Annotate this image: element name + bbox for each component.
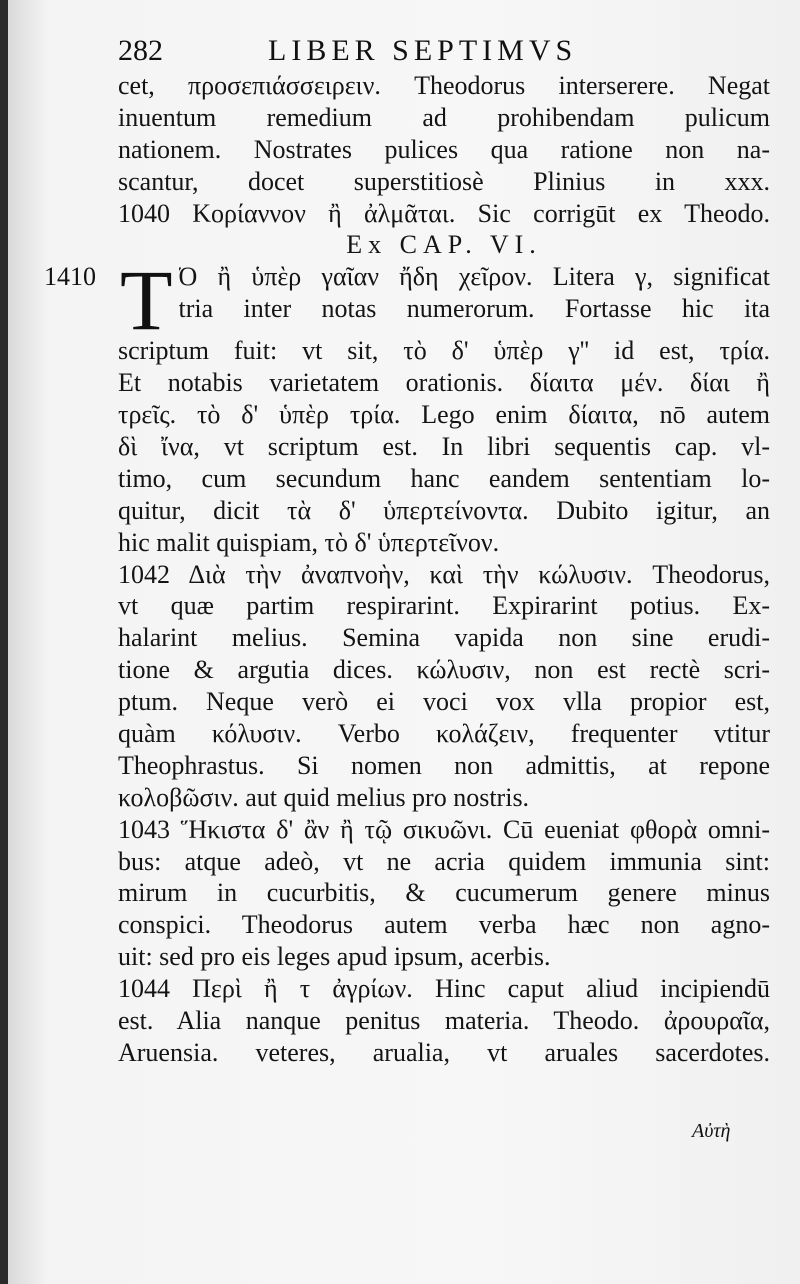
margin-note: 1410 — [44, 262, 96, 291]
text-line: δὶ ἴνα, vt scriptum est. In libri sequentis cap. vl- — [118, 432, 770, 462]
text-line: vt quæ partim respirarint. Expirarint potius. Ex- — [118, 591, 770, 621]
text-line: conspici. Theodorus autem verba hæc non agno- — [118, 910, 770, 940]
catchword: Αὐτὴ — [692, 1120, 731, 1142]
page-header — [118, 30, 758, 70]
text-line: uit: sed pro eis leges apud ipsum, acerbis. — [118, 942, 551, 972]
text-line: 1044 Περὶ ἢ τ ἀγρίων. Hinc caput aliud incipiendū — [118, 974, 770, 1004]
text-line: hic malit quispiam, τὸ δ' ὑπερτεῖνον. — [118, 527, 500, 557]
text-line: 1040 Κορίαννον ἢ ἀλμᾶται. Sic corrigūt ex Theodo. — [118, 198, 770, 228]
text-line: 1043 Ἥκιστα δ' ἂν ἢ τῷ σικυῶνι. Cū eueniat φθορὰ omni- — [118, 814, 770, 844]
text-line: bus: atque adeò, vt ne acria quidem immunia sint: — [118, 846, 770, 876]
text-line: τρεῖς. τὸ δ' ὑπὲρ τρία. Lego enim δίαιτα, nō autem — [118, 400, 770, 430]
text-line: 1042 Διὰ τὴν ἀναπνοὴν, καὶ τὴν κώλυσιν. Theodorus, — [118, 559, 770, 589]
text-line: quitur, dicit τὰ δ' ὑπερτείνοντα. Dubito igitur, an — [118, 495, 770, 525]
text-line: ptum. Neque verò ei voci vox vlla propior est, — [118, 687, 770, 717]
text-line: tione & argutia dices. κώλυσιν, non est rectè scri- — [118, 655, 770, 685]
text-line: Et notabis varietatem orationis. δίαιτα μέν. δίαι ἢ — [118, 368, 770, 398]
text-line: κολοβῶσιν. aut quid melius pro nostris. — [118, 782, 530, 812]
page-number: 282 — [118, 34, 163, 67]
text-line: inuentum remedium ad prohibendam pulicum — [118, 102, 770, 132]
text-line: cet, προσεπιάσσειρειν. Theodorus interserere. Negat — [118, 71, 770, 100]
text-line: quàm κόλυσιν. Verbo κολάζειν, frequenter vtitur — [118, 719, 770, 749]
text-line: mirum in cucurbitis, & cucumerum genere minus — [118, 878, 770, 908]
dropcap-paragraph — [118, 261, 770, 335]
text-line: Theophrastus. Si nomen non admittis, at repone — [118, 750, 770, 780]
text-line: timo, cum secundum hanc eandem sententiam lo- — [118, 463, 770, 493]
running-title: LIBER SEPTIMVS — [268, 34, 578, 67]
text-line: Aruensia. veteres, arualia, vt aruales sacerdotes. — [118, 1037, 770, 1067]
text-line: scriptum fuit: vt sit, τὸ δ' ὑπὲρ γ'' id est, τρία. — [118, 336, 770, 366]
body-text — [118, 70, 770, 1069]
binding-gutter — [0, 0, 8, 1284]
dropcap-letter: T — [120, 261, 173, 336]
text-line: est. Alia nanque penitus materia. Theodo. ἀρουραῖα, — [118, 1006, 770, 1036]
text-line: halarint melius. Semina vapida non sine erudi- — [118, 623, 770, 653]
chapter-heading: Ex CAP. VI. — [346, 230, 542, 260]
text-line: scantur, docet superstitiosè Plinius in xxx. — [118, 166, 770, 196]
text-line: tria inter notas numerorum. Fortasse hic ita — [178, 294, 770, 324]
text-line: Ό ἢ ὑπὲρ γαῖαν ἤδη χεῖρον. Litera γ, significat — [178, 262, 770, 292]
text-line: nationem. Nostrates pulices qua ratione non na- — [118, 134, 770, 164]
